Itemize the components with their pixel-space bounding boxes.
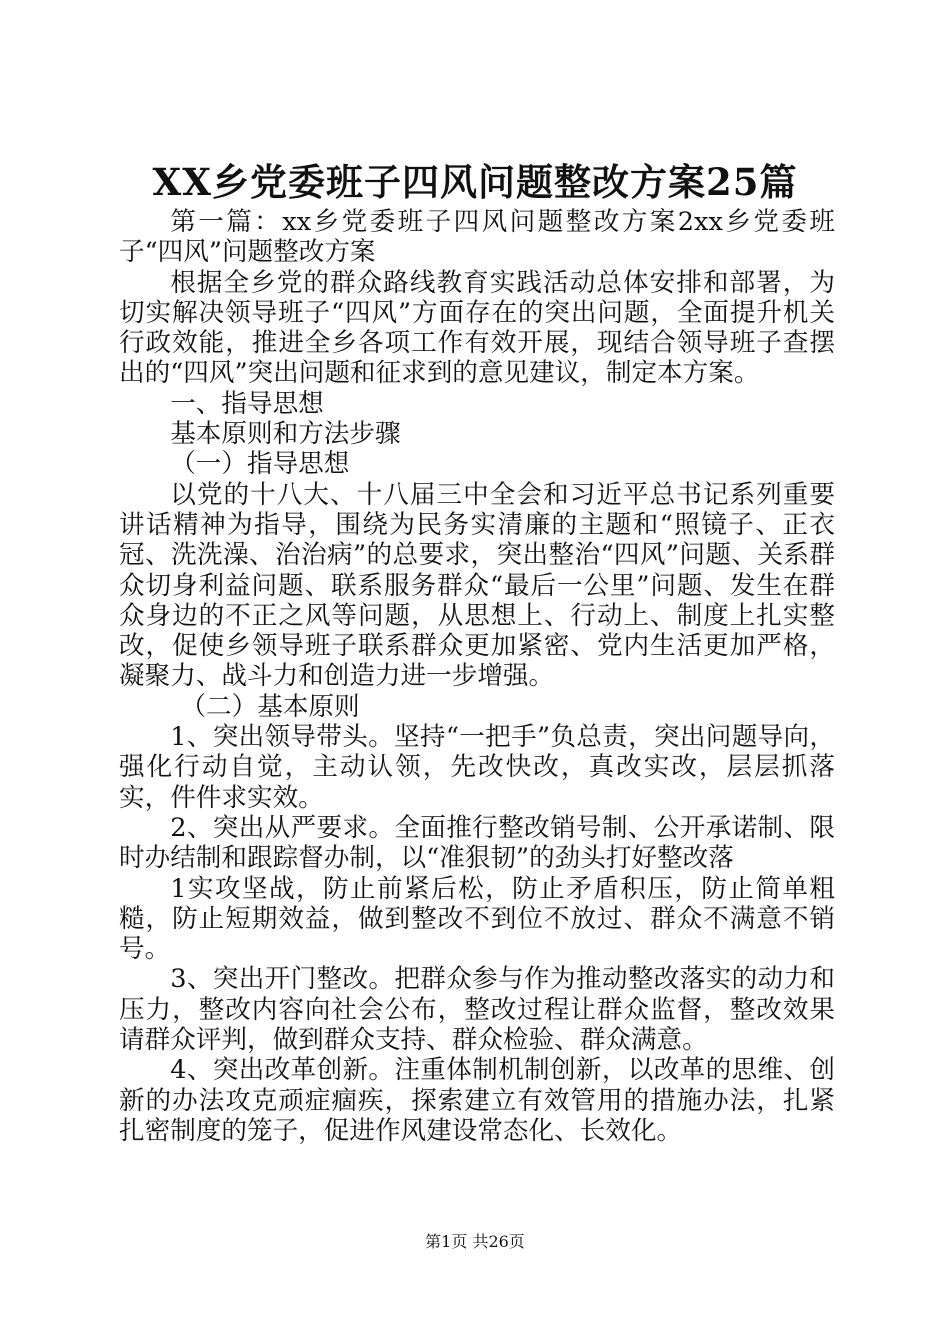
- paragraph: 1实攻坚战，防止前紧后松，防止矛盾积压，防止简单粗糙，防止短期效益，做到整改不到位不放过、群众不满意不销号。: [119, 873, 835, 965]
- paragraph: 第一篇：xx乡党委班子四风问题整改方案2xx乡党委班子“四风”问题整改方案: [119, 207, 835, 268]
- paragraph: 以党的十八大、十八届三中全会和习近平总书记系列重要讲话精神为指导，围绕为民务实清廉的主题和“照镜子、正衣冠、洗洗澡、治治病”的总要求，突出整治“四风”问题、关系群众切身利益问题、联系服务群众“最后一公里”问题、发生在群众身边的不正之风等问题，从思想上、行动上、制度上扎实整改，促使乡领导班子联系群众更加紧密、党内生活更加严格，凝聚力、战斗力和创造力进一步增强。: [119, 479, 835, 692]
- subsection-heading: （二）基本原则: [180, 691, 360, 722]
- subsection-heading: （一）指导思想: [170, 449, 350, 480]
- paragraph: 基本原则和方法步骤: [170, 419, 401, 450]
- section-heading: 一、指导思想: [170, 388, 324, 419]
- paragraph: 1、突出领导带头。坚持“一把手”负总责，突出问题导向，强化行动自觉，主动认领，先改快改，真改实改，层层抓落实，件件求实效。: [119, 722, 835, 813]
- paragraph: 根据全乡党的群众路线教育实践活动总体安排和部署，为切实解决领导班子“四风”方面存在的突出问题，全面提升机关行政效能，推进全乡各项工作有效开展，现结合领导班子查摆出的“四风”突出问题和征求到的意见建议，制定本方案。: [119, 267, 835, 389]
- paragraph: 3、突出开门整改。把群众参与作为推动整改落实的动力和压力，整改内容向社会公布，整改过程让群众监督，整改效果请群众评判，做到群众支持、群众检验、群众满意。: [119, 964, 835, 1056]
- paragraph: 2、突出从严要求。全面推行整改销号制、公开承诺制、限时办结制和跟踪督办制，以“准狠韧”的劲头打好整改落: [119, 812, 835, 874]
- page-footer: 第1页 共26页: [425, 1232, 525, 1251]
- document-body: [119, 207, 835, 1146]
- paragraph: 4、突出改革创新。注重体制机制创新，以改革的思维、创新的办法攻克顽症痼疾，探索建立有效管用的措施办法，扎紧扎密制度的笼子，促进作风建设常态化、长效化。: [119, 1055, 835, 1146]
- document-title: XX乡党委班子四风问题整改方案25篇: [152, 160, 798, 204]
